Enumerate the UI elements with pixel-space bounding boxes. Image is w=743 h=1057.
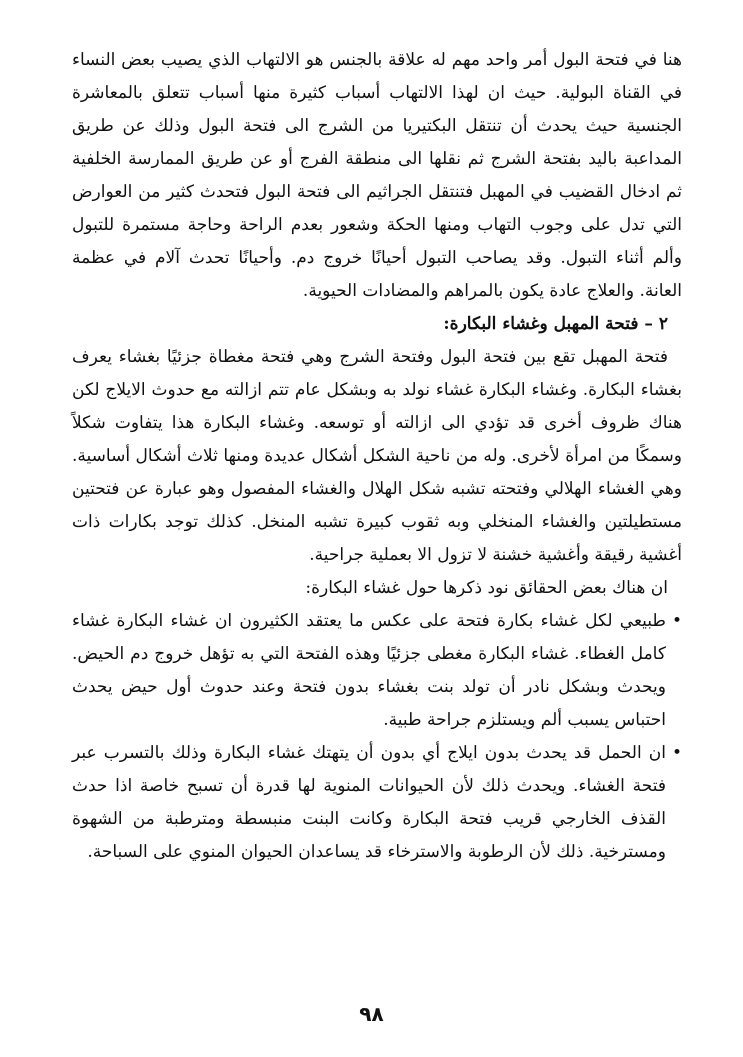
paragraph-hymen-description: فتحة المهبل تقع بين فتحة البول وفتحة الشرج وهي فتحة مغطاة جزئيًا بغشاء يعرف بغشاء البكارة. وغشاء البكارة غشاء نولد به وبشكل عام تتم ازالته مع حدوث الايلاج لكن هناك ظروف أخرى قد تؤدي الى ازالته أو توسعه. وغشاء البكارة هذا يتفاوت شكلاً وسمكًا من امرأة لأخرى. وله من ناحية الشكل أشكال عديدة ومنها ثلاث أشكال أساسية. وهي الغشاء الهلالي وفتحته تشبه شكل الهلال والغشاء المفصول وهو عبارة عن فتحتين مستطيلتين والغشاء المنخلي وبه ثقوب كبيرة تشبه المنخل. كذلك توجد بكارات ذات أغشية رقيقة وأغشية خشنة لا تزول الا بعملية جراحية. [72, 347, 682, 565]
bullet-icon: • [671, 743, 682, 763]
paragraph-urethral-infection: هنا في فتحة البول أمر واحد مهم له علاقة بالجنس هو الالتهاب الذي يصيب بعض النساء في القناة البولية. حيث ان لهذا الالتهاب أسباب كثيرة منها أسباب تتعلق بالمعاشرة الجنسية حيث يحدث أن تنتقل البكتيريا من الشرج الى فتحة البول وذلك عن طريق المداعبة باليد بفتحة الشرج ثم نقلها الى منطقة الفرج أو عن طريق الممارسة الخلفية ثم ادخال القضيب في المهبل فتنتقل الجراثيم الى فتحة البول فتحدث كثير من العوارض التي تدل على وجوب التهاب ومنها الحكة وشعور بعدم الراحة وحاجة مستمرة للتبول وألم أثناء التبول. وقد يصاحب التبول أحيانًا خروج دم. وأحيانًا تحدث آلام في عظمة العانة. والعلاج عادة يكون بالمراهم والمضادات الحيوية. [72, 50, 682, 301]
bullet-icon: • [671, 611, 682, 631]
bullet-text: ان الحمل قد يحدث بدون ايلاج أي بدون أن يتهتك غشاء البكارة وذلك بالتسرب عبر فتحة الغشاء. ويحدث ذلك لأن الحيوانات المنوية لها قدرة أن تسبح خاصة اذا حدث القذف الخارجي قريب فتحة البكارة وكانت البنت منبسطة ومترطبة من الشهوة ومسترخية. ذلك لأن الرطوبة والاسترخاء قد يساعدان الحيوان المنوي على السباحة. [72, 743, 666, 862]
paragraph-facts-intro: ان هناك بعض الحقائق نود ذكرها حول غشاء البكارة: [305, 578, 668, 598]
page-content [72, 44, 682, 869]
list-item [72, 737, 682, 869]
bullet-text: طبيعي لكل غشاء بكارة فتحة على عكس ما يعتقد الكثيرون ان غشاء البكارة غشاء كامل الغطاء. غشاء البكارة مغطى جزئيًا وهذه الفتحة التي به تؤهل خروج دم الحيض. ويحدث وبشكل نادر أن تولد بنت بغشاء بدون فتحة وعند حدوث أول حيض يحدث احتباس يسبب ألم ويستلزم جراحة طبية. [72, 611, 666, 730]
page-number: ٩٨ [359, 1002, 384, 1026]
section-heading-vaginal-opening: ٢ – فتحة المهبل وغشاء البكارة: [443, 314, 668, 334]
list-item [72, 605, 682, 737]
